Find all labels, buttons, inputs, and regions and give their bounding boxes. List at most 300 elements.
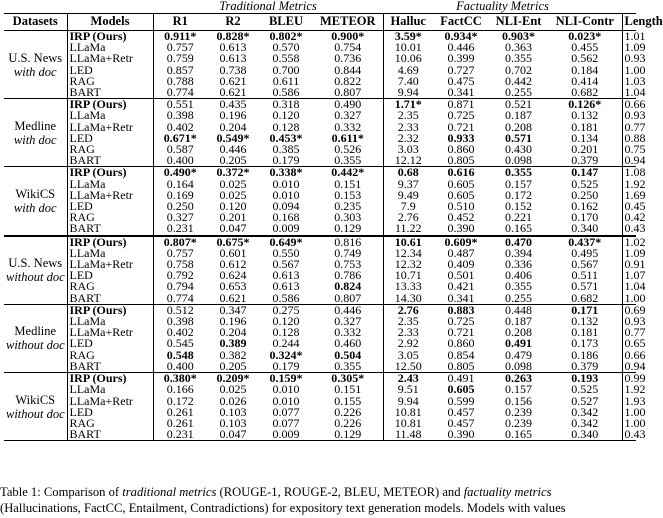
metric-cell-r1: 0.261	[166, 404, 194, 419]
metric-cell-r2: 0.549*	[216, 130, 250, 145]
metric-cell-factcc: 0.805	[433, 361, 489, 373]
metric-cell-nli-ent: 0.255	[489, 293, 548, 305]
model-name-cell: LLaMa+Retr	[67, 327, 153, 338]
metric-cell-length: 1.00	[622, 293, 636, 305]
metric-cell-factcc: 0.390	[433, 429, 489, 441]
metric-cell-factcc: 0.605	[447, 382, 475, 397]
metric-cell-nli-contr: 0.342	[548, 407, 622, 418]
metric-cell-r2: 0.446	[219, 142, 247, 157]
metric-cell-nli-contr: 0.562	[548, 53, 622, 64]
metric-cell-r2: 0.205	[207, 155, 259, 167]
metric-cell-length: 0.66	[624, 347, 646, 362]
metric-cell-meteor: 0.151	[313, 384, 383, 395]
metric-cell-factcc: 0.341	[433, 87, 489, 99]
metric-cell-nli-ent: 0.255	[489, 87, 548, 99]
caption-factuality-metrics: factuality metrics	[463, 485, 552, 499]
model-name-cell: IRP (Ours)	[67, 304, 153, 316]
metric-cell-nli-contr: 0.437*	[548, 236, 622, 248]
metric-cell-meteor: 0.303	[313, 212, 383, 223]
metric-cell-halluc: 2.35	[397, 314, 419, 329]
metric-cell-r1: 0.490*	[163, 165, 197, 180]
metric-cell-length: 1.92	[624, 382, 646, 397]
metric-cell-factcc: 0.805	[433, 155, 489, 167]
metric-cell-nli-contr: 0.170	[548, 212, 622, 223]
model-name-cell: LLaMa	[67, 179, 153, 190]
metric-cell-bleu: 0.700	[272, 62, 300, 77]
metric-cell-r1: 0.792	[166, 268, 194, 283]
metric-cell-r2: 0.025	[219, 187, 247, 202]
metric-cell-meteor: 0.490	[313, 99, 383, 111]
metric-cell-nli-ent: 0.363	[505, 40, 533, 55]
table-row	[4, 53, 636, 64]
metric-cell-factcc: 0.475	[447, 73, 475, 88]
model-name-cell: RAG	[67, 144, 153, 155]
metric-cell-halluc: 7.9	[400, 199, 416, 214]
metric-cell-factcc: 0.487	[447, 245, 475, 260]
metric-cell-r2: 0.103	[219, 415, 247, 430]
metric-cell-length: 1.08	[624, 165, 646, 180]
metric-cell-r2: 0.435	[219, 97, 247, 112]
caption-line-1	[0, 484, 640, 500]
metric-cell-r2: 0.205	[207, 361, 259, 373]
metric-cell-nli-ent: 0.221	[505, 210, 533, 225]
metric-cell-bleu: 0.613	[272, 279, 300, 294]
metric-cell-length: 1.01	[624, 29, 646, 43]
metric-cell-length: 0.93	[624, 314, 646, 329]
metric-cell-halluc: 10.61	[394, 234, 422, 249]
metric-cell-nli-ent: 0.263	[505, 371, 533, 386]
metric-cell-nli-contr: 0.132	[548, 110, 622, 121]
metric-cell-length: 0.43	[622, 223, 636, 235]
metric-cell-nli-contr: 0.495	[548, 248, 622, 259]
model-name-cell: LLaMa+Retr	[67, 396, 153, 407]
metric-cell-r1: 0.231	[153, 429, 207, 441]
metric-cell-nli-ent: 0.208	[505, 325, 533, 340]
metric-cell-nli-contr: 0.525	[548, 384, 622, 395]
metric-cell-r1: 0.164	[166, 176, 194, 191]
dataset-cell	[4, 167, 67, 236]
metric-cell-r1: 0.512	[166, 302, 194, 317]
metric-cell-nli-contr: 0.340	[548, 429, 622, 441]
metric-cell-nli-contr: 0.186	[548, 350, 622, 361]
metric-cell-nli-contr: 0.525	[548, 179, 622, 190]
metric-cell-r2: 0.025	[219, 382, 247, 397]
metric-cell-halluc: 1.71*	[394, 97, 422, 112]
metric-cell-r2: 0.601	[219, 245, 247, 260]
metric-cell-r1: 0.774	[153, 87, 207, 99]
metric-cell-bleu: 0.128	[272, 325, 300, 340]
metric-cell-r2: 0.621	[207, 87, 259, 99]
metric-cell-r1: 0.400	[153, 361, 207, 373]
metric-cell-factcc: 0.871	[447, 97, 475, 112]
column-header-row	[4, 14, 636, 31]
metric-cell-halluc: 3.03	[397, 142, 419, 157]
metric-cell-halluc: 2.92	[397, 336, 419, 351]
caption-line-2: (Hallucinations, FactCC, Entailment, Contradictions) for expository text generation models. Models with values	[0, 501, 566, 515]
metric-cell-factcc: 0.409	[447, 257, 475, 272]
metric-cell-nli-ent: 0.239	[505, 415, 533, 430]
table-caption	[0, 484, 640, 516]
model-name-cell: LED	[67, 270, 153, 281]
dataset-name: U.S. News	[8, 50, 63, 65]
model-name-cell: IRP (Ours)	[67, 167, 153, 179]
metric-cell-bleu: 0.275	[272, 302, 300, 317]
metric-cell-halluc: 10.81	[394, 415, 422, 430]
metric-cell-halluc: 4.69	[397, 62, 419, 77]
metric-cell-r2: 0.047	[207, 223, 259, 235]
metric-cell-halluc: 0.68	[397, 165, 419, 180]
metric-cell-nli-contr: 0.571	[548, 281, 622, 292]
metric-cell-bleu: 0.611	[272, 73, 300, 88]
model-name-cell: LLaMa+Retr	[67, 259, 153, 270]
metric-cell-r1: 0.758	[166, 257, 194, 272]
metric-cell-length: 1.04	[624, 279, 646, 294]
metric-cell-r2: 0.047	[207, 429, 259, 441]
metric-cell-meteor: 0.504	[313, 350, 383, 361]
metric-cell-r2: 0.653	[219, 279, 247, 294]
model-name-cell: LED	[67, 201, 153, 212]
metric-cell-factcc: 0.609*	[444, 234, 478, 249]
metric-cell-nli-contr: 0.193	[548, 373, 622, 385]
metric-cell-length: 1.69	[624, 187, 646, 202]
metric-cell-r1: 0.380*	[163, 371, 197, 386]
metric-cell-r2: 0.372*	[216, 165, 250, 180]
metric-cell-length: 0.93	[624, 108, 646, 123]
model-name-cell: LLaMa	[67, 248, 153, 259]
dataset-cell	[4, 236, 67, 305]
dataset-condition: without doc	[6, 338, 65, 353]
metric-cell-meteor: 0.129	[313, 223, 383, 235]
metric-cell-factcc: 0.491	[447, 371, 475, 386]
metric-cell-nli-contr: 0.527	[548, 396, 622, 407]
metric-cell-r1: 0.757	[166, 40, 194, 55]
metric-cell-r2: 0.196	[219, 108, 247, 123]
metric-cell-meteor: 0.526	[313, 144, 383, 155]
metric-cell-factcc: 0.605	[447, 187, 475, 202]
metric-cell-factcc: 0.727	[447, 62, 475, 77]
model-name-cell: BART	[67, 429, 153, 441]
table-row	[4, 396, 636, 407]
metric-cell-meteor: 0.816	[313, 236, 383, 248]
metric-cell-nli-contr: 0.126*	[548, 99, 622, 111]
metric-cell-nli-contr: 0.132	[548, 316, 622, 327]
table-row	[4, 259, 636, 270]
metric-cell-nli-contr: 0.342	[548, 418, 622, 429]
metric-cell-meteor: 0.786	[313, 270, 383, 281]
metric-cell-meteor: 0.460	[313, 338, 383, 349]
metric-cell-bleu: 0.324*	[269, 347, 303, 362]
metric-cell-nli-ent: 0.702	[505, 62, 533, 77]
metric-cell-r2: 0.624	[219, 268, 247, 283]
metric-cell-factcc: 0.933	[447, 130, 475, 145]
metric-cell-nli-ent: 0.172	[505, 187, 533, 202]
metric-cell-nli-ent: 0.442	[505, 73, 533, 88]
metric-cell-length: 0.65	[624, 336, 646, 351]
model-name-cell: LLaMa	[67, 316, 153, 327]
metric-cell-nli-contr: 0.682	[548, 87, 622, 99]
metric-cell-r2: 0.613	[219, 40, 247, 55]
metric-cell-bleu: 0.244	[272, 336, 300, 351]
caption-label: Table 1:	[0, 485, 41, 499]
model-name-cell: LED	[67, 338, 153, 349]
model-name-cell: LLaMa+Retr	[67, 53, 153, 64]
metric-cell-nli-ent: 0.430	[505, 142, 533, 157]
model-name-cell: LLaMa	[67, 42, 153, 53]
metric-cell-length: 0.77	[624, 119, 646, 134]
metric-cell-nli-contr: 0.023*	[548, 31, 622, 43]
column-header-r2: R2	[207, 14, 259, 31]
metric-cell-nli-ent: 0.187	[505, 108, 533, 123]
model-name-cell: LLaMa+Retr	[67, 122, 153, 133]
metric-cell-bleu: 0.586	[259, 87, 313, 99]
metric-cell-length: 1.09	[624, 40, 646, 55]
metric-cell-meteor: 0.332	[313, 122, 383, 133]
metric-cell-meteor: 0.822	[313, 76, 383, 87]
dataset-condition: without doc	[6, 270, 65, 285]
metric-cell-length: 0.94	[622, 155, 636, 167]
model-name-cell: BART	[67, 223, 153, 235]
model-name-cell: LED	[67, 65, 153, 76]
model-name-cell: IRP (Ours)	[67, 373, 153, 385]
table-row	[4, 429, 636, 441]
metric-cell-meteor: 0.332	[313, 327, 383, 338]
model-name-cell: LED	[67, 133, 153, 144]
model-name-cell: BART	[67, 87, 153, 99]
metric-cell-r2: 0.738	[219, 62, 247, 77]
metric-cell-nli-contr: 0.340	[548, 223, 622, 235]
metric-cell-r1: 0.911*	[164, 29, 197, 43]
metric-cell-r1: 0.250	[166, 199, 194, 214]
metric-cell-nli-ent: 0.470	[505, 234, 533, 249]
metric-cell-r1: 0.807*	[163, 234, 197, 249]
metric-cell-bleu: 0.120	[272, 108, 300, 123]
metric-cell-r2: 0.389	[219, 336, 247, 351]
model-name-cell: RAG	[67, 350, 153, 361]
metric-cell-factcc: 0.854	[447, 347, 475, 362]
metric-cell-factcc: 0.452	[447, 210, 475, 225]
metric-cell-r2: 0.204	[219, 325, 247, 340]
metric-cell-bleu: 0.338*	[269, 165, 303, 180]
metric-cell-bleu: 0.010	[272, 187, 300, 202]
metric-cell-nli-ent: 0.491	[505, 336, 533, 351]
column-header-length: Length	[622, 14, 636, 31]
metric-cell-nli-contr: 0.162	[548, 201, 622, 212]
metric-cell-bleu: 0.558	[272, 51, 300, 66]
table-row	[4, 122, 636, 133]
table-row	[4, 270, 636, 281]
metric-cell-halluc: 11.48	[383, 429, 433, 441]
metric-cell-length: 1.02	[624, 234, 646, 249]
metric-cell-bleu: 0.159*	[269, 371, 303, 386]
metric-cell-halluc: 10.01	[394, 40, 422, 55]
model-name-cell: LED	[67, 407, 153, 418]
metric-cell-halluc: 10.71	[394, 268, 422, 283]
metric-cell-halluc: 13.33	[394, 279, 422, 294]
metric-cell-halluc: 9.94	[383, 87, 433, 99]
metric-cell-meteor: 0.844	[313, 65, 383, 76]
metric-cell-length: 0.69	[624, 302, 646, 317]
dataset-condition: without doc	[6, 406, 65, 421]
column-header-models: Models	[67, 14, 153, 31]
metric-cell-meteor: 0.807	[313, 87, 383, 99]
metric-cell-halluc: 3.05	[397, 347, 419, 362]
table-row	[4, 65, 636, 76]
metric-cell-nli-ent: 0.355	[505, 165, 533, 180]
metric-cell-nli-contr: 0.181	[548, 327, 622, 338]
metric-cell-factcc: 0.725	[447, 314, 475, 329]
caption-text-1: Comparison of	[43, 485, 120, 499]
metric-cell-nli-contr: 0.682	[548, 293, 622, 305]
metric-cell-bleu: 0.318	[272, 97, 300, 112]
metric-cell-r2: 0.103	[219, 404, 247, 419]
metric-cell-r1: 0.398	[166, 314, 194, 329]
metric-cell-bleu: 0.802*	[269, 29, 303, 43]
caption-text-2: (ROUGE-1, ROUGE-2, BLEU, METEOR) and	[219, 485, 461, 499]
metric-cell-factcc: 0.599	[447, 393, 475, 408]
metric-cell-nli-ent: 0.157	[505, 176, 533, 191]
column-header-nli-contr: NLI-Contr	[548, 14, 622, 31]
model-name-cell: RAG	[67, 418, 153, 429]
metric-cell-halluc: 12.12	[383, 155, 433, 167]
metric-cell-r1: 0.545	[166, 336, 194, 351]
metric-cell-factcc: 0.721	[447, 119, 475, 134]
metric-cell-r1: 0.759	[166, 51, 194, 66]
metric-cell-r1: 0.794	[166, 279, 194, 294]
metric-cell-nli-contr: 0.134	[548, 133, 622, 144]
metric-cell-factcc: 0.605	[447, 176, 475, 191]
metric-cell-halluc: 2.33	[397, 119, 419, 134]
metric-cell-bleu: 0.586	[259, 293, 313, 305]
metric-cell-bleu: 0.009	[259, 223, 313, 235]
metric-cell-halluc: 2.32	[397, 130, 419, 145]
metric-cell-nli-ent: 0.479	[505, 347, 533, 362]
metric-cell-r2: 0.209*	[216, 371, 250, 386]
metric-cell-r1: 0.757	[166, 245, 194, 260]
metric-cell-nli-ent: 0.156	[505, 393, 533, 408]
metric-cell-bleu: 0.550	[272, 245, 300, 260]
metric-cell-nli-ent: 0.187	[505, 314, 533, 329]
metric-cell-meteor: 0.235	[313, 201, 383, 212]
metric-cell-r1: 0.172	[166, 393, 194, 408]
dataset-cell	[4, 31, 67, 99]
metric-cell-r1: 0.231	[153, 223, 207, 235]
metric-cell-bleu: 0.128	[272, 119, 300, 134]
metric-cell-halluc: 2.76	[397, 302, 419, 317]
metric-cell-nli-ent: 0.448	[505, 302, 533, 317]
metric-cell-r1: 0.548	[166, 347, 194, 362]
metric-cell-r1: 0.398	[166, 108, 194, 123]
column-header-halluc: Halluc	[383, 14, 433, 31]
metric-cell-length: 0.91	[624, 257, 646, 272]
metric-cell-bleu: 0.077	[272, 415, 300, 430]
metric-cell-nli-contr: 0.184	[548, 65, 622, 76]
model-name-cell: LLaMa	[67, 384, 153, 395]
column-header-factcc: FactCC	[433, 14, 489, 31]
metric-cell-length: 1.93	[624, 393, 646, 408]
table-row	[4, 338, 636, 349]
metric-cell-r1: 0.774	[153, 293, 207, 305]
dataset-condition: with doc	[13, 201, 57, 216]
metric-cell-r1: 0.166	[166, 382, 194, 397]
metric-cell-factcc: 0.501	[447, 268, 475, 283]
metric-cell-bleu: 0.168	[272, 210, 300, 225]
model-name-cell: RAG	[67, 76, 153, 87]
metric-cell-nli-ent: 0.098	[489, 361, 548, 373]
group-header-row	[4, 0, 636, 14]
metric-cell-nli-contr: 0.567	[548, 259, 622, 270]
metric-cell-r2: 0.204	[219, 119, 247, 134]
metric-cell-bleu: 0.010	[272, 382, 300, 397]
table-row	[4, 201, 636, 212]
traditional-metrics-header: Traditional Metrics	[153, 0, 383, 14]
metric-cell-meteor: 0.226	[313, 418, 383, 429]
model-name-cell: IRP (Ours)	[67, 31, 153, 43]
metric-cell-r2: 0.026	[219, 393, 247, 408]
metric-cell-halluc: 9.94	[397, 393, 419, 408]
metric-cell-length: 0.42	[624, 210, 646, 225]
dataset-cell	[4, 373, 67, 441]
metric-cell-factcc: 0.860	[447, 336, 475, 351]
metric-cell-length: 1.92	[624, 176, 646, 191]
dataset-condition: with doc	[13, 64, 57, 79]
metric-cell-r1: 0.402	[166, 119, 194, 134]
metric-cell-r1: 0.327	[166, 210, 194, 225]
metric-cell-r2: 0.201	[219, 210, 247, 225]
metric-cell-meteor: 0.446	[313, 304, 383, 316]
metric-cell-r2: 0.025	[219, 176, 247, 191]
metric-cell-length: 0.66	[624, 97, 646, 112]
metric-cell-r1: 0.261	[166, 415, 194, 430]
metric-cell-nli-ent: 0.406	[505, 268, 533, 283]
dataset-cell	[4, 304, 67, 372]
metric-cell-bleu: 0.179	[259, 361, 313, 373]
metric-cell-nli-contr: 0.181	[548, 122, 622, 133]
metric-cell-meteor: 0.355	[313, 361, 383, 373]
metric-cell-factcc: 0.725	[447, 108, 475, 123]
metric-cell-r1: 0.788	[166, 73, 194, 88]
metric-cell-nli-contr: 0.455	[548, 42, 622, 53]
dataset-cell	[4, 99, 67, 167]
metric-cell-r2: 0.612	[219, 257, 247, 272]
metric-cell-length: 1.04	[622, 87, 636, 99]
metric-cell-halluc: 2.76	[397, 210, 419, 225]
metric-cell-meteor: 0.327	[313, 110, 383, 121]
metric-cell-length: 0.45	[624, 199, 646, 214]
metric-cell-nli-ent: 0.355	[505, 51, 533, 66]
metric-cell-bleu: 0.179	[259, 155, 313, 167]
metric-cell-factcc: 0.510	[447, 199, 475, 214]
metric-cell-bleu: 0.120	[272, 314, 300, 329]
dataset-name: WikiCS	[15, 392, 56, 407]
metric-cell-meteor: 0.754	[313, 42, 383, 53]
metric-cell-bleu: 0.453*	[269, 130, 303, 145]
dataset-name: U.S. News	[8, 256, 63, 271]
metric-cell-meteor: 0.900*	[313, 31, 383, 43]
metric-cell-nli-ent: 0.239	[505, 404, 533, 419]
metric-cell-halluc: 2.33	[397, 325, 419, 340]
metric-cell-factcc: 0.390	[433, 223, 489, 235]
metric-cell-length: 1.00	[624, 404, 646, 419]
model-name-cell: RAG	[67, 212, 153, 223]
metric-cell-nli-contr: 0.171	[548, 304, 622, 316]
metric-cell-factcc: 0.421	[447, 279, 475, 294]
metric-cell-meteor: 0.305*	[313, 373, 383, 385]
metric-cell-factcc: 0.721	[447, 325, 475, 340]
metric-cell-bleu: 0.009	[259, 429, 313, 441]
metric-cell-length: 1.09	[624, 245, 646, 260]
metric-cell-nli-ent: 0.165	[489, 223, 548, 235]
table-row	[4, 223, 636, 235]
